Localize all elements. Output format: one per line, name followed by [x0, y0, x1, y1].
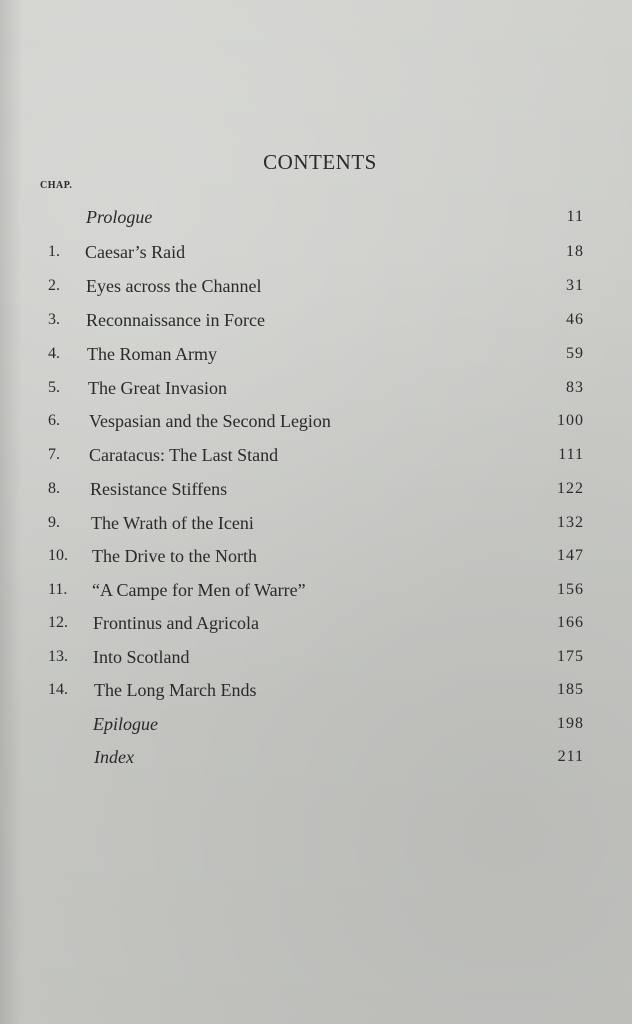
page-number: 156 — [557, 581, 584, 598]
toc-entry — [0, 477, 632, 501]
chapter-title: Resistance Stiffens — [90, 479, 228, 499]
chapter-number: 7. — [48, 446, 60, 463]
toc-entry — [0, 578, 632, 602]
chapter-title: Reconnaissance in Force — [86, 310, 265, 330]
chapter-title: Prologue — [86, 207, 153, 227]
page-number: 111 — [558, 446, 584, 463]
page-number: 18 — [566, 243, 584, 260]
page-number: 46 — [566, 311, 584, 328]
page-number: 11 — [566, 208, 584, 225]
toc-entry — [0, 511, 632, 535]
page-number: 31 — [566, 277, 584, 294]
chapter-number: 2. — [48, 277, 60, 294]
chapter-title: Epilogue — [93, 714, 158, 734]
chapter-number: 1. — [48, 243, 60, 260]
chapter-number: 14. — [48, 681, 68, 698]
page-number: 198 — [557, 715, 584, 732]
chapter-number: 9. — [48, 514, 60, 531]
page-number: 147 — [557, 547, 584, 564]
toc-entry — [0, 274, 632, 298]
chapter-title: Eyes across the Channel — [86, 276, 262, 296]
toc-entry — [0, 678, 632, 702]
chapter-title: Index — [94, 747, 134, 767]
page-number: 185 — [557, 681, 584, 698]
chapter-title: Into Scotland — [93, 647, 190, 667]
chapter-title: The Drive to the North — [92, 546, 257, 566]
chapter-number: 12. — [48, 614, 68, 631]
toc-entry — [0, 240, 632, 264]
page-number: 211 — [557, 748, 584, 765]
page-number: 59 — [566, 345, 584, 362]
toc-entry — [0, 745, 632, 769]
toc-entry — [0, 712, 632, 736]
page-number: 122 — [557, 480, 584, 497]
chapter-number: 10. — [48, 547, 68, 564]
chapter-number: 5. — [48, 379, 60, 396]
chapter-number: 4. — [48, 345, 60, 362]
chapter-title: Vespasian and the Second Legion — [89, 411, 331, 431]
chapter-number: 3. — [48, 311, 60, 328]
toc-entry — [0, 376, 632, 400]
page-number: 166 — [557, 614, 584, 631]
page-number: 175 — [557, 648, 584, 665]
chapter-title: Caesar’s Raid — [85, 242, 186, 262]
chapter-title: The Long March Ends — [94, 680, 257, 700]
chapter-number: 8. — [48, 480, 60, 497]
chapter-title: “A Campe for Men of Warre” — [92, 580, 306, 600]
toc-entry — [0, 205, 632, 229]
toc-entry — [0, 409, 632, 433]
page-number: 132 — [557, 514, 584, 531]
toc-entry — [0, 342, 632, 366]
chapter-title: The Roman Army — [87, 344, 217, 364]
toc-entry — [0, 645, 632, 669]
page-number: 83 — [566, 379, 584, 396]
toc-entry — [0, 308, 632, 332]
chapter-number: 13. — [48, 648, 68, 665]
page-number: 100 — [557, 412, 584, 429]
chapter-number: 11. — [48, 581, 68, 598]
contents-heading: CONTENTS — [263, 150, 377, 174]
chapter-title: The Great Invasion — [88, 378, 227, 398]
chapter-title: Frontinus and Agricola — [93, 613, 259, 633]
chapter-number: 6. — [48, 412, 60, 429]
chapter-column-label: CHAP. — [40, 180, 73, 191]
toc-entry — [0, 443, 632, 467]
toc-entry — [0, 544, 632, 568]
chapter-title: Caratacus: The Last Stand — [89, 445, 279, 465]
toc-entry — [0, 611, 632, 635]
chapter-title: The Wrath of the Iceni — [91, 513, 254, 533]
